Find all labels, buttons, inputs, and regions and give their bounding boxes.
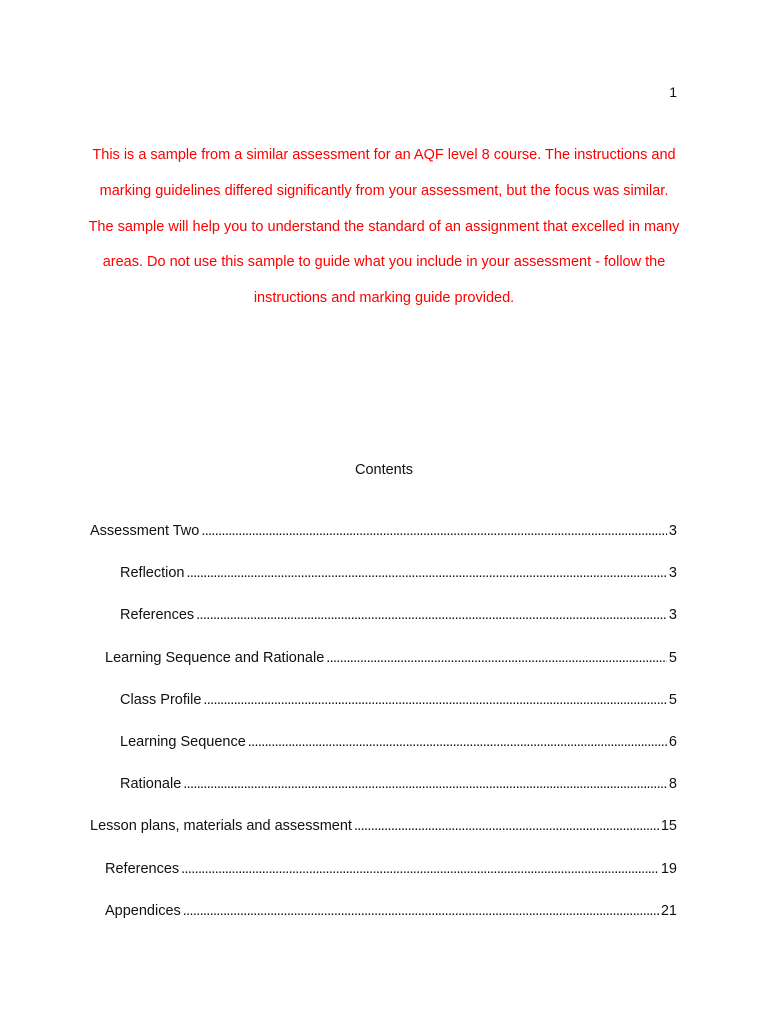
page-number: 1: [669, 84, 677, 100]
toc-entry-page: 21: [660, 902, 677, 919]
table-of-contents: [0, 520, 768, 942]
toc-entry-label: Learning Sequence: [120, 733, 246, 750]
toc-dot-leader: [248, 731, 667, 753]
toc-entry-label: References: [120, 607, 195, 624]
toc-entry-label: Learning Sequence and Rationale: [105, 649, 325, 666]
toc-dot-leader: [203, 689, 667, 711]
toc-heading: Contents: [354, 462, 414, 478]
toc-entry-page: 8: [668, 776, 677, 793]
toc-entry-page: 19: [660, 860, 677, 877]
toc-entry-label: References: [105, 860, 180, 877]
toc-entry[interactable]: [0, 731, 768, 773]
toc-entry-label: Reflection: [120, 565, 185, 582]
toc-dot-leader: [183, 900, 659, 922]
sample-notice: This is a sample from a similar assessment for an AQF level 8 course. The instructions and marking guidelines differed significantly from your assessment, but the focus was similar. The sample will help you to understand the standard of an assignment that excelled in many areas. Do not use this sample to guide what you include in your assessment - follow the instructions and marking guide provided.: [88, 147, 680, 307]
toc-entry-label: Rationale: [120, 776, 182, 793]
toc-entry[interactable]: [0, 647, 768, 689]
toc-entry[interactable]: [0, 604, 768, 646]
toc-entry-page: 6: [668, 733, 677, 750]
toc-entry-page: 3: [668, 523, 677, 539]
toc-dot-leader: [186, 562, 666, 584]
toc-entry[interactable]: [0, 773, 768, 815]
toc-entry[interactable]: [0, 900, 768, 942]
toc-dot-leader: [354, 815, 659, 837]
toc-entry-label: Lesson plans, materials and assessment: [90, 818, 352, 835]
toc-dot-leader: [201, 520, 667, 542]
toc-dot-leader: [183, 773, 667, 795]
toc-entry-page: 5: [668, 649, 677, 666]
toc-entry[interactable]: [0, 520, 768, 562]
toc-entry[interactable]: [0, 858, 768, 900]
toc-entry[interactable]: [0, 815, 768, 857]
toc-entry-label: Class Profile: [120, 691, 202, 708]
toc-entry-label: Assessment Two: [90, 523, 200, 539]
toc-entry-page: 15: [660, 818, 677, 835]
toc-entry-page: 3: [668, 607, 677, 624]
toc-dot-leader: [181, 858, 659, 880]
toc-dot-leader: [326, 647, 667, 669]
toc-entry[interactable]: [0, 689, 768, 731]
toc-entry[interactable]: [0, 562, 768, 604]
toc-entry-page: 3: [668, 565, 677, 582]
toc-dot-leader: [196, 604, 667, 626]
toc-entry-label: Appendices: [105, 902, 181, 919]
toc-entry-page: 5: [668, 691, 677, 708]
